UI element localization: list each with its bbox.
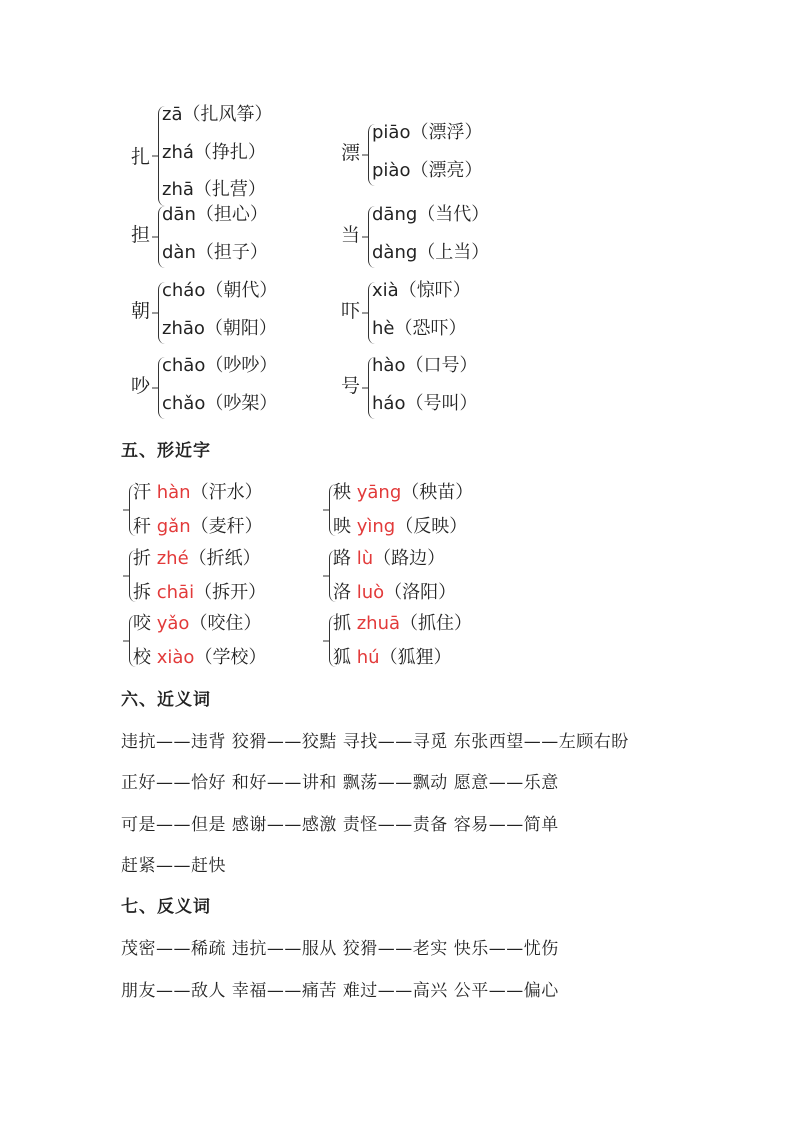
- pinyin: lù: [356, 548, 374, 569]
- synonym-line: 赶紧——赶快: [121, 856, 226, 876]
- similar-char-line: 汗 hàn（汗水）: [133, 482, 263, 503]
- word: 漂亮: [428, 160, 465, 181]
- reading-line: dàn（担子）: [162, 242, 268, 263]
- word: 狐狸: [397, 647, 434, 668]
- similar-pair: [121, 548, 321, 608]
- pinyin: yǎo: [156, 613, 190, 634]
- pinyin: zhuā: [356, 613, 401, 634]
- similar-char-line: 折 zhé（折纸）: [133, 548, 261, 569]
- word: 吵架: [223, 393, 260, 414]
- word: 洛阳: [402, 582, 439, 603]
- pinyin: zā: [162, 104, 183, 125]
- similar-pair: [321, 613, 541, 673]
- pinyin: dàn: [162, 242, 196, 263]
- char: 汗: [133, 482, 151, 503]
- word: 路边: [391, 548, 428, 569]
- char: 拆: [133, 582, 151, 603]
- reading-line: chǎo（吵架）: [162, 393, 278, 414]
- pinyin: zhá: [162, 142, 194, 163]
- synonym-line: 违抗——违背 狡猾——狡黠 寻找——寻觅 东张西望——左顾右盼: [121, 732, 629, 752]
- char: 狐: [333, 647, 351, 668]
- section-heading-7: 七、反义词: [121, 897, 211, 917]
- pinyin: dāng: [372, 204, 418, 225]
- char: 抓: [333, 613, 351, 634]
- char: 校: [133, 647, 151, 668]
- word: 咬住: [207, 613, 244, 634]
- pinyin: yāng: [356, 482, 402, 503]
- pinyin: gǎn: [156, 516, 191, 537]
- pinyin: hàn: [156, 482, 191, 503]
- char: 映: [333, 516, 351, 537]
- similar-char-line: 拆 chāi（拆开）: [133, 582, 267, 603]
- polyphone-char: 漂: [341, 142, 361, 164]
- word: 朝代: [223, 280, 260, 301]
- pinyin: hào: [372, 355, 406, 376]
- reading-line: piāo（漂浮）: [372, 122, 483, 143]
- word: 恐吓: [412, 318, 449, 339]
- reading-line: cháo（朝代）: [162, 280, 278, 301]
- polyphone-group-piao: [341, 122, 541, 197]
- word: 学校: [212, 647, 249, 668]
- similar-char-line: 狐 hú（狐狸）: [333, 647, 452, 668]
- pinyin: chāo: [162, 355, 206, 376]
- similar-char-line: 路 lù（路边）: [333, 548, 446, 569]
- similar-pair: [321, 548, 541, 608]
- reading-line: háo（号叫）: [372, 393, 478, 414]
- similar-pair: [121, 482, 321, 542]
- similar-char-line: 洛 luò（洛阳）: [333, 582, 457, 603]
- word: 抓住: [418, 613, 455, 634]
- pinyin: cháo: [162, 280, 206, 301]
- reading-line: xià（惊吓）: [372, 280, 471, 301]
- pinyin: dàng: [372, 242, 418, 263]
- similar-char-line: 秆 gǎn（麦秆）: [133, 516, 263, 537]
- word: 惊吓: [416, 280, 453, 301]
- polyphone-group-dan: [131, 204, 331, 279]
- polyphone-group-za: [131, 104, 331, 214]
- word: 秧苗: [419, 482, 456, 503]
- similar-char-line: 秧 yāng（秧苗）: [333, 482, 474, 503]
- pinyin: xià: [372, 280, 399, 301]
- similar-char-line: 抓 zhuā（抓住）: [333, 613, 473, 634]
- word: 反映: [413, 516, 450, 537]
- pinyin: piāo: [372, 122, 411, 143]
- pinyin: zhā: [162, 179, 194, 200]
- reading-line: hào（口号）: [372, 355, 478, 376]
- word: 麦秆: [208, 516, 245, 537]
- word: 当代: [435, 204, 472, 225]
- pinyin: piào: [372, 160, 411, 181]
- pinyin: hè: [372, 318, 395, 339]
- pinyin: hú: [356, 647, 380, 668]
- reading-line: piào（漂亮）: [372, 160, 483, 181]
- polyphone-group-chao: [131, 280, 331, 355]
- polyphone-group-xia: [341, 280, 541, 355]
- antonym-line: 茂密——稀疏 违抗——服从 狡猾——老实 快乐——忧伤: [121, 939, 559, 959]
- word: 扎风筝: [200, 104, 255, 125]
- synonym-line: 正好——恰好 和好——讲和 飘荡——飘动 愿意——乐意: [121, 773, 559, 793]
- polyphone-char: 吵: [131, 375, 151, 397]
- pinyin: chāi: [156, 582, 195, 603]
- word: 号叫: [423, 393, 460, 414]
- pinyin: luò: [356, 582, 385, 603]
- word: 漂浮: [428, 122, 465, 143]
- word: 上当: [435, 242, 472, 263]
- pinyin: zhāo: [162, 318, 205, 339]
- reading-line: zhā（扎营）: [162, 179, 266, 200]
- char: 秆: [133, 516, 151, 537]
- synonym-line: 可是——但是 感谢——感激 责怪——责备 容易——简单: [121, 815, 559, 835]
- polyphone-group-dang: [341, 204, 541, 279]
- char: 咬: [133, 613, 151, 634]
- word: 担心: [213, 204, 250, 225]
- word: 拆开: [212, 582, 249, 603]
- section-heading-6: 六、近义词: [121, 690, 211, 710]
- word: 汗水: [208, 482, 245, 503]
- similar-char-line: 咬 yǎo（咬住）: [133, 613, 262, 634]
- similar-char-line: 校 xiào（学校）: [133, 647, 267, 668]
- polyphone-char: 当: [341, 224, 361, 246]
- similar-char-line: 映 yìng（反映）: [333, 516, 468, 537]
- word: 口号: [423, 355, 460, 376]
- word: 挣扎: [211, 142, 248, 163]
- reading-line: chāo（吵吵）: [162, 355, 278, 376]
- char: 折: [133, 548, 151, 569]
- polyphone-group-chao2: [131, 355, 331, 430]
- polyphone-char: 扎: [131, 146, 151, 168]
- pinyin: háo: [372, 393, 406, 414]
- reading-line: dàng（上当）: [372, 242, 490, 263]
- word: 吵吵: [223, 355, 260, 376]
- polyphone-char: 吓: [341, 300, 361, 322]
- similar-pair: [321, 482, 541, 542]
- reading-line: zhá（挣扎）: [162, 142, 266, 163]
- pinyin: zhé: [156, 548, 189, 569]
- pinyin: chǎo: [162, 393, 206, 414]
- word: 扎营: [211, 179, 248, 200]
- polyphone-group-hao: [341, 355, 541, 430]
- reading-line: dān（担心）: [162, 204, 268, 225]
- antonym-line: 朋友——敌人 幸福——痛苦 难过——高兴 公平——偏心: [121, 981, 559, 1001]
- char: 路: [333, 548, 351, 569]
- reading-line: zhāo（朝阳）: [162, 318, 277, 339]
- char: 洛: [333, 582, 351, 603]
- similar-pair: [121, 613, 321, 673]
- pinyin: xiào: [156, 647, 195, 668]
- polyphone-char: 担: [131, 224, 151, 246]
- section-heading-5: 五、形近字: [121, 441, 211, 461]
- reading-line: zā（扎风筝）: [162, 104, 273, 125]
- reading-line: hè（恐吓）: [372, 318, 467, 339]
- word: 朝阳: [222, 318, 259, 339]
- polyphone-char: 号: [341, 375, 361, 397]
- word: 担子: [213, 242, 250, 263]
- char: 秧: [333, 482, 351, 503]
- pinyin: yìng: [356, 516, 396, 537]
- pinyin: dān: [162, 204, 196, 225]
- word: 折纸: [206, 548, 243, 569]
- reading-line: dāng（当代）: [372, 204, 490, 225]
- polyphone-char: 朝: [131, 300, 151, 322]
